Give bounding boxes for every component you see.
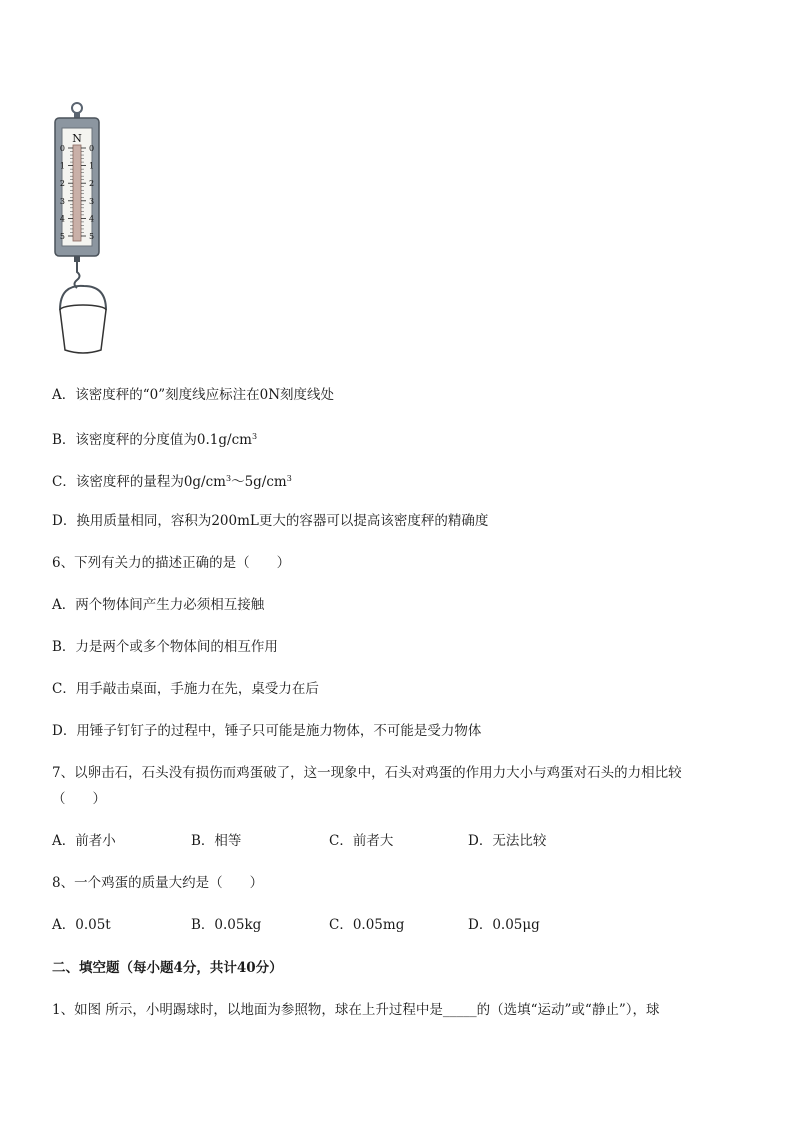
q6-option-d: D．用锤子钉钉子的过程中，锤子只可能是施力物体，不可能是受力物体 bbox=[52, 723, 482, 739]
q7-option-b: B．相等 bbox=[191, 833, 242, 849]
q6-option-b: B．力是两个或多个物体间的相互作用 bbox=[52, 639, 278, 655]
q8-option-c: C．0.05mg bbox=[329, 917, 405, 933]
q6-stem: 6、下列有关力的描述正确的是（ ） bbox=[52, 555, 291, 571]
top-ring bbox=[72, 103, 82, 113]
q7-stem-line1: 7、以卵击石，石头没有损伤而鸡蛋破了，这一现象中，石头对鸡蛋的作用力大小与鸡蛋对石头的力相比较 bbox=[52, 765, 682, 781]
tick-label: 5 bbox=[89, 232, 95, 241]
tick-label: 2 bbox=[89, 179, 95, 189]
tick-label: 4 bbox=[89, 214, 95, 224]
tick-label: 3 bbox=[59, 196, 65, 206]
q8-option-d: D．0.05μg bbox=[468, 917, 540, 933]
q8-option-a: A．0.05t bbox=[52, 917, 111, 933]
tick-label: 4 bbox=[59, 214, 65, 224]
tick-label: 0 bbox=[89, 144, 95, 153]
tick-label: 1 bbox=[89, 161, 95, 171]
q6-option-a: A．两个物体间产生力必须相互接触 bbox=[52, 597, 265, 613]
q5-option-b: B．该密度秤的分度值为$0.1g/cm^3$ bbox=[52, 432, 258, 448]
scale-unit-label: N bbox=[72, 132, 82, 145]
q5-option-d: D．换用质量相同，容积为200mL更大的容器可以提高该密度秤的精确度 bbox=[52, 513, 489, 529]
tick-label: 2 bbox=[59, 179, 65, 189]
q8-stem: 8、一个鸡蛋的质量大约是（ ） bbox=[52, 875, 264, 891]
spring-scale-figure bbox=[50, 100, 120, 360]
spring-tube bbox=[73, 145, 81, 241]
q7-option-c: C．前者大 bbox=[329, 833, 394, 849]
bucket-body bbox=[60, 310, 106, 353]
q5-option-a: A．该密度秤的“0”刻度线应标注在0N刻度线处 bbox=[52, 387, 335, 403]
q7-option-d: D．无法比较 bbox=[468, 833, 547, 849]
tick-label: 5 bbox=[59, 232, 65, 241]
fill-q1-text: 1、如图 所示，小明踢球时，以地面为参照物，球在上升过程中是_____的（选填“运动”或“静止”），球 bbox=[52, 1002, 660, 1018]
q6-option-c: C．用手敲击桌面，手施力在先，桌受力在后 bbox=[52, 681, 319, 697]
tick-label: 0 bbox=[59, 144, 65, 153]
hook-icon bbox=[75, 262, 80, 288]
section-heading: 二、填空题（每小题4分，共计40分） bbox=[52, 960, 283, 976]
q7-option-a: A．前者小 bbox=[52, 833, 116, 849]
tick-label: 1 bbox=[59, 161, 65, 171]
q8-option-b: B．0.05kg bbox=[191, 917, 262, 933]
tick-label: 3 bbox=[89, 196, 95, 206]
q7-stem-line2: （ ） bbox=[52, 791, 106, 807]
q5-option-c: C．该密度秤的量程为$0g/cm^3\sim 5g/cm^3$ bbox=[52, 474, 292, 490]
